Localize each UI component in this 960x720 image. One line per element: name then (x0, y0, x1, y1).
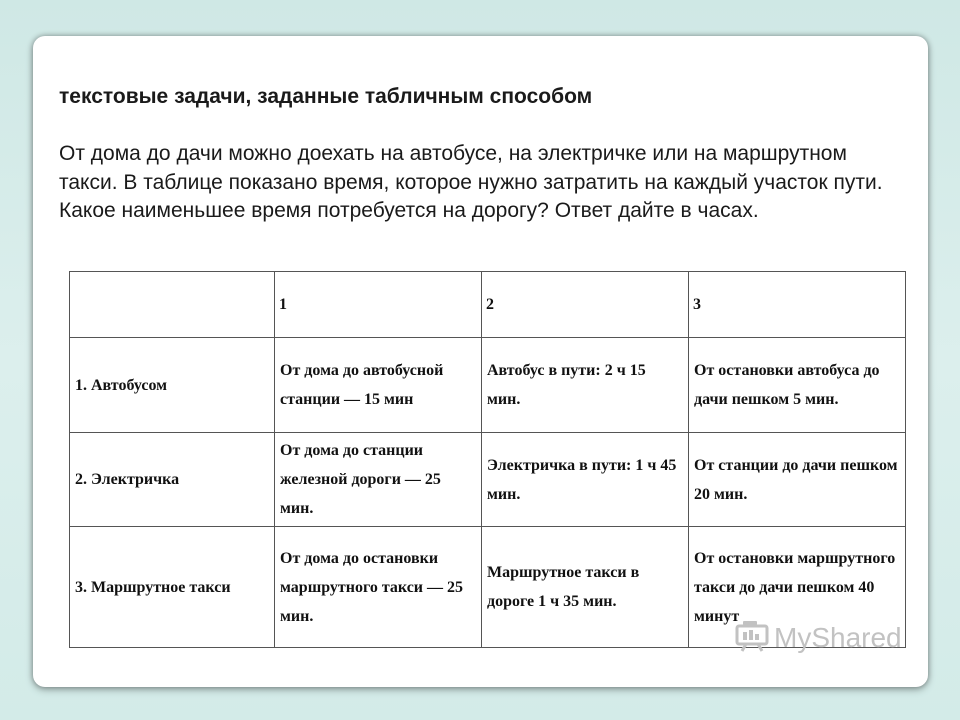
header-cell: 1 (275, 272, 482, 338)
watermark-text: MyShared (774, 622, 902, 653)
table-row (70, 338, 906, 433)
slide-title: текстовые задачи, заданные табличным способом (59, 85, 593, 108)
table-row (70, 433, 906, 527)
table-header-row (70, 272, 906, 338)
table-cell: От дома до автобусной станции — 15 мин (275, 338, 482, 433)
row-label: 2. Электричка (70, 433, 275, 527)
table-cell: От остановки автобуса до дачи пешком 5 мин. (689, 338, 906, 433)
table-cell: От дома до станции железной дороги — 25 мин. (275, 433, 482, 527)
problem-text: От дома до дачи можно доехать на автобусе, на электричке или на маршрутном такси. В таблице показано время, которое нужно затратить на каждый участок пути. Какое наименьшее время потребуется на дорогу? Ответ дайте в часах. (59, 142, 883, 222)
header-cell: 2 (482, 272, 689, 338)
presentation-board-icon (735, 620, 769, 657)
watermark-logo (735, 622, 902, 654)
table-cell: От остановки маршрутного такси до дачи пешком 40 минут (689, 527, 906, 648)
table-cell: Автобус в пути: 2 ч 15 мин. (482, 338, 689, 433)
table-cell: Маршрутное такси в дороге 1 ч 35 мин. (482, 527, 689, 648)
row-label: 1. Автобусом (70, 338, 275, 433)
header-cell: 3 (689, 272, 906, 338)
slide (33, 36, 928, 687)
table-cell: От дома до остановки маршрутного такси — 25 мин. (275, 527, 482, 648)
table-cell: Электричка в пути: 1 ч 45 мин. (482, 433, 689, 527)
table-cell: От станции до дачи пешком 20 мин. (689, 433, 906, 527)
header-cell (70, 272, 275, 338)
row-label: 3. Маршрутное такси (70, 527, 275, 648)
route-time-table (69, 271, 906, 648)
